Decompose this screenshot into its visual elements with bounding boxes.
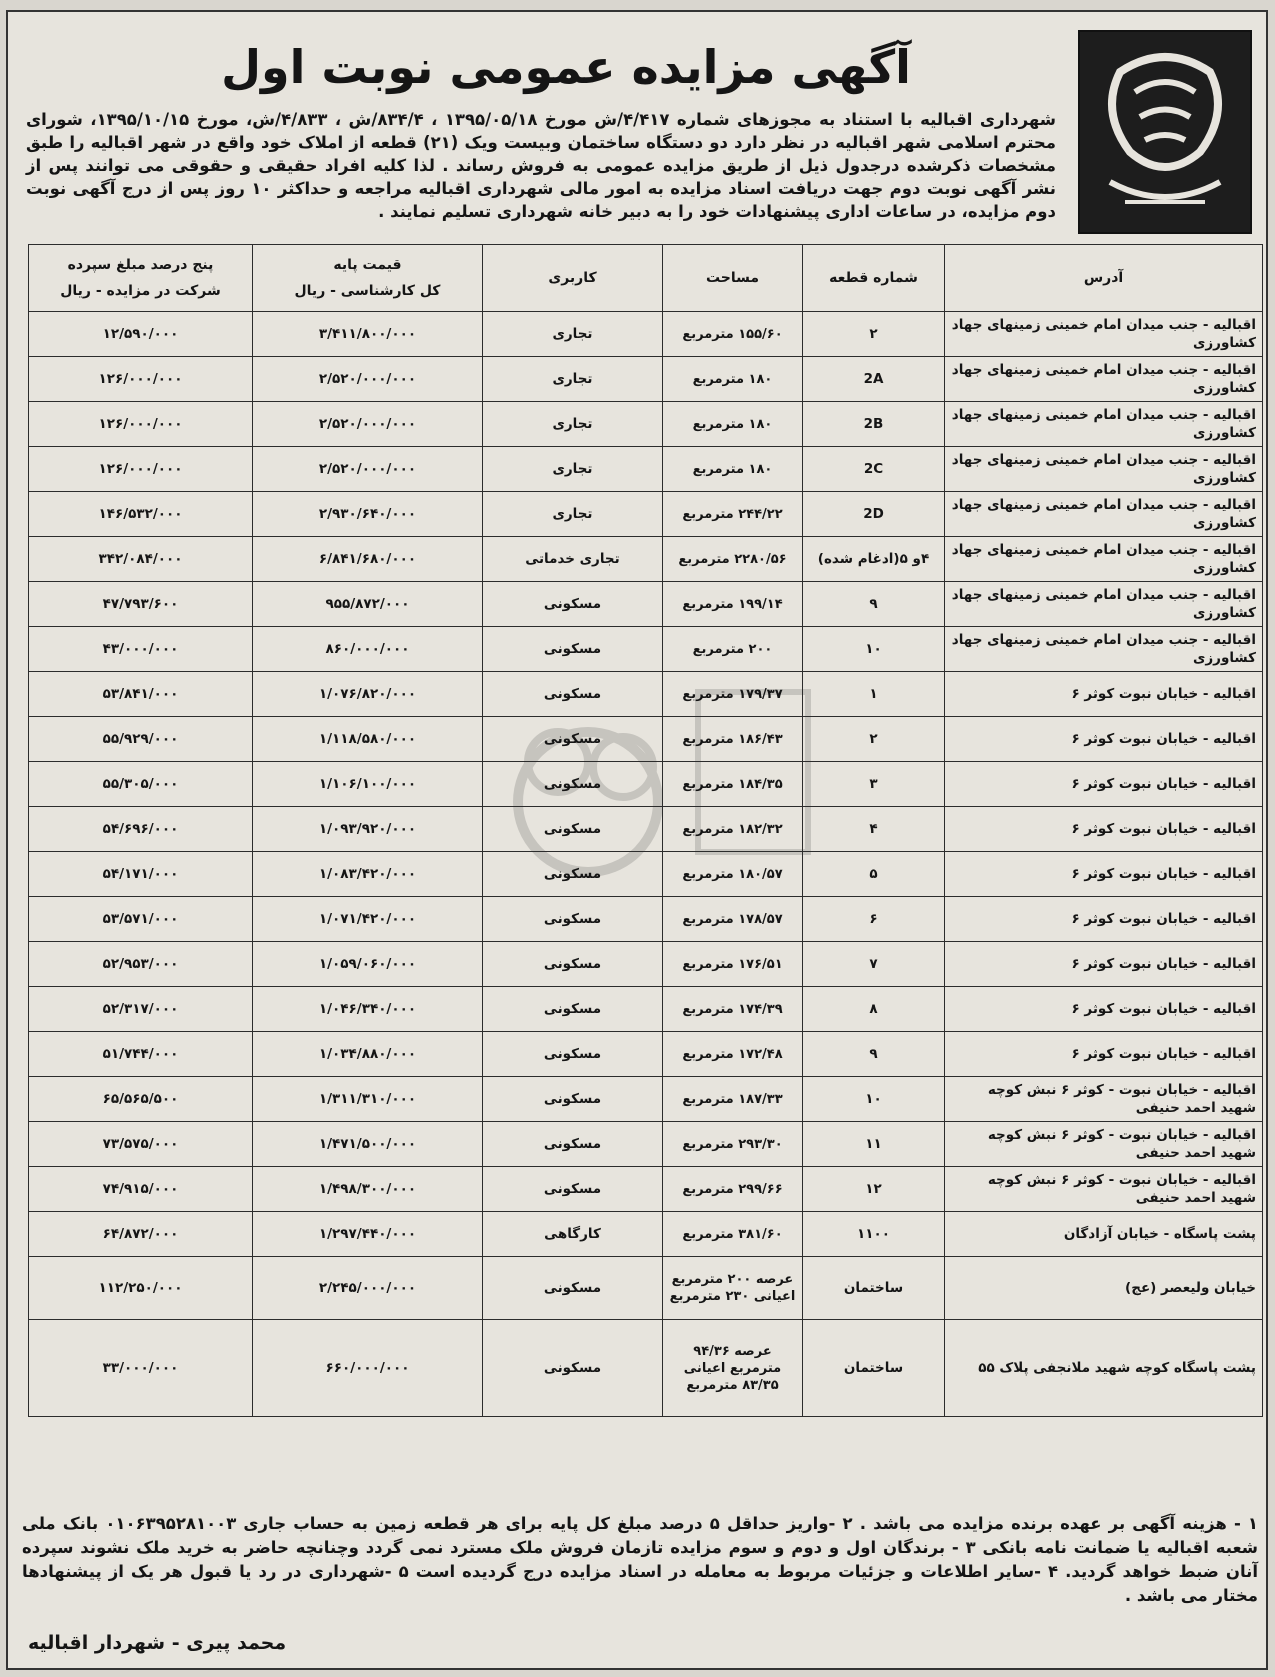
cell-address: اقبالیه - جنب میدان امام خمینی زمینهای جهاد کشاورزی — [945, 537, 1263, 582]
cell-use: کارگاهی — [483, 1212, 663, 1257]
cell-deposit: ۵۳/۸۴۱/۰۰۰ — [29, 672, 253, 717]
cell-address: اقبالیه - خیابان نبوت کوثر ۶ — [945, 762, 1263, 807]
cell-deposit: ۵۱/۷۴۴/۰۰۰ — [29, 1032, 253, 1077]
cell-address: اقبالیه - جنب میدان امام خمینی زمینهای جهاد کشاورزی — [945, 492, 1263, 537]
cell-deposit: ۳۳/۰۰۰/۰۰۰ — [29, 1320, 253, 1417]
cell-area: ۱۸۰ مترمربع — [663, 447, 803, 492]
cell-area: ۲۲۸۰/۵۶ مترمربع — [663, 537, 803, 582]
newspaper-clipping — [6, 10, 1268, 1670]
cell-price: ۱/۱۱۸/۵۸۰/۰۰۰ — [253, 717, 483, 762]
cell-parcel: ۱۰ — [803, 627, 945, 672]
cell-use: مسکونی — [483, 1032, 663, 1077]
cell-use: مسکونی — [483, 897, 663, 942]
table-row — [29, 762, 1263, 807]
cell-area: ۲۰۰ مترمربع — [663, 627, 803, 672]
table-row — [29, 672, 1263, 717]
header-price — [253, 245, 483, 312]
logo-emblem — [1080, 32, 1250, 232]
cell-price: ۲/۲۴۵/۰۰۰/۰۰۰ — [253, 1257, 483, 1320]
cell-parcel: ۷ — [803, 942, 945, 987]
cell-area: ۲۴۴/۲۲ مترمربع — [663, 492, 803, 537]
table-row — [29, 717, 1263, 762]
cell-deposit: ۵۵/۹۲۹/۰۰۰ — [29, 717, 253, 762]
notice-header — [16, 20, 1260, 250]
cell-use: مسکونی — [483, 672, 663, 717]
cell-address: اقبالیه - جنب میدان امام خمینی زمینهای جهاد کشاورزی — [945, 447, 1263, 492]
header-price-line2: کل کارشناسی - ریال — [294, 283, 441, 299]
cell-price: ۱/۰۴۶/۳۴۰/۰۰۰ — [253, 987, 483, 1032]
cell-area: ۱۸۰ مترمربع — [663, 357, 803, 402]
cell-price: ۱/۰۸۳/۴۲۰/۰۰۰ — [253, 852, 483, 897]
cell-price: ۱/۰۷۶/۸۲۰/۰۰۰ — [253, 672, 483, 717]
table-row — [29, 627, 1263, 672]
cell-deposit: ۳۴۲/۰۸۴/۰۰۰ — [29, 537, 253, 582]
table-row — [29, 312, 1263, 357]
table-row — [29, 447, 1263, 492]
cell-deposit: ۶۴/۸۷۲/۰۰۰ — [29, 1212, 253, 1257]
table-row — [29, 1212, 1263, 1257]
cell-use: مسکونی — [483, 1077, 663, 1122]
cell-address: اقبالیه - خیابان نبوت - کوثر ۶ نبش کوچه شهید احمد حنیفی — [945, 1167, 1263, 1212]
cell-price: ۱/۰۹۳/۹۲۰/۰۰۰ — [253, 807, 483, 852]
signature-line: محمد پیری - شهردار اقبالیه — [28, 1632, 287, 1654]
cell-deposit: ۱۲۶/۰۰۰/۰۰۰ — [29, 357, 253, 402]
cell-use: مسکونی — [483, 717, 663, 762]
cell-parcel: ۲ — [803, 717, 945, 762]
cell-address: اقبالیه - خیابان نبوت کوثر ۶ — [945, 942, 1263, 987]
table-body — [29, 312, 1263, 1417]
cell-parcel: ۹ — [803, 582, 945, 627]
cell-parcel: 2A — [803, 357, 945, 402]
cell-parcel: ۱ — [803, 672, 945, 717]
cell-use: مسکونی — [483, 807, 663, 852]
notice-title: آگهی مزایده عمومی نوبت اول — [221, 40, 911, 94]
cell-address: اقبالیه - خیابان نبوت کوثر ۶ — [945, 852, 1263, 897]
cell-use: تجاری — [483, 447, 663, 492]
cell-price: ۱/۰۳۴/۸۸۰/۰۰۰ — [253, 1032, 483, 1077]
cell-address: اقبالیه - خیابان نبوت کوثر ۶ — [945, 897, 1263, 942]
cell-price: ۹۵۵/۸۷۲/۰۰۰ — [253, 582, 483, 627]
cell-parcel: ۴و ۵(ادغام شده) — [803, 537, 945, 582]
cell-address: اقبالیه - جنب میدان امام خمینی زمینهای جهاد کشاورزی — [945, 357, 1263, 402]
cell-address: اقبالیه - خیابان نبوت کوثر ۶ — [945, 987, 1263, 1032]
header-address: آدرس — [945, 245, 1263, 312]
cell-price: ۶۶۰/۰۰۰/۰۰۰ — [253, 1320, 483, 1417]
municipality-logo — [1078, 30, 1252, 234]
cell-parcel: ۶ — [803, 897, 945, 942]
header-price-line1: قیمت پایه — [333, 257, 402, 273]
cell-price: ۱/۰۷۱/۴۲۰/۰۰۰ — [253, 897, 483, 942]
cell-area: ۱۷۹/۳۷ مترمربع — [663, 672, 803, 717]
cell-deposit: ۵۵/۳۰۵/۰۰۰ — [29, 762, 253, 807]
cell-use: مسکونی — [483, 627, 663, 672]
cell-deposit: ۵۴/۱۷۱/۰۰۰ — [29, 852, 253, 897]
cell-parcel: ۸ — [803, 987, 945, 1032]
cell-parcel: ۱۱۰۰ — [803, 1212, 945, 1257]
cell-parcel: 2D — [803, 492, 945, 537]
cell-use: تجاری — [483, 357, 663, 402]
table-row — [29, 537, 1263, 582]
cell-area: ۱۷۶/۵۱ مترمربع — [663, 942, 803, 987]
cell-area: عرصه ۹۴/۳۶ مترمربع اعیانی ۸۳/۳۵ مترمربع — [663, 1320, 803, 1417]
cell-parcel: ۳ — [803, 762, 945, 807]
cell-price: ۶/۸۴۱/۶۸۰/۰۰۰ — [253, 537, 483, 582]
table-row — [29, 1077, 1263, 1122]
cell-parcel: ساختمان — [803, 1320, 945, 1417]
cell-price: ۲/۵۲۰/۰۰۰/۰۰۰ — [253, 402, 483, 447]
cell-parcel: ساختمان — [803, 1257, 945, 1320]
cell-deposit: ۱۲۶/۰۰۰/۰۰۰ — [29, 447, 253, 492]
table-row — [29, 897, 1263, 942]
table-row — [29, 1257, 1263, 1320]
cell-address: اقبالیه - خیابان نبوت - کوثر ۶ نبش کوچه شهید احمد حنیفی — [945, 1077, 1263, 1122]
cell-price: ۲/۵۲۰/۰۰۰/۰۰۰ — [253, 357, 483, 402]
cell-deposit: ۵۲/۹۵۳/۰۰۰ — [29, 942, 253, 987]
table-row — [29, 987, 1263, 1032]
cell-area: ۱۸۴/۳۵ مترمربع — [663, 762, 803, 807]
cell-deposit: ۱۴۶/۵۳۲/۰۰۰ — [29, 492, 253, 537]
cell-area: ۱۷۸/۵۷ مترمربع — [663, 897, 803, 942]
table-header-row — [29, 245, 1263, 312]
cell-area: ۱۸۶/۴۳ مترمربع — [663, 717, 803, 762]
cell-area: ۱۸۰/۵۷ مترمربع — [663, 852, 803, 897]
header-deposit — [29, 245, 253, 312]
cell-use: مسکونی — [483, 1320, 663, 1417]
cell-deposit: ۷۳/۵۷۵/۰۰۰ — [29, 1122, 253, 1167]
header-use: کاربری — [483, 245, 663, 312]
cell-price: ۲/۹۳۰/۶۴۰/۰۰۰ — [253, 492, 483, 537]
table-row — [29, 402, 1263, 447]
table-row — [29, 582, 1263, 627]
table-row — [29, 807, 1263, 852]
cell-area: ۱۷۲/۴۸ مترمربع — [663, 1032, 803, 1077]
cell-parcel: ۱۲ — [803, 1167, 945, 1212]
table-row — [29, 357, 1263, 402]
cell-parcel: 2B — [803, 402, 945, 447]
cell-area: ۳۸۱/۶۰ مترمربع — [663, 1212, 803, 1257]
cell-address: اقبالیه - جنب میدان امام خمینی زمینهای جهاد کشاورزی — [945, 312, 1263, 357]
cell-use: تجاری — [483, 402, 663, 447]
table-row — [29, 942, 1263, 987]
cell-use: مسکونی — [483, 1167, 663, 1212]
header-area: مساحت — [663, 245, 803, 312]
notes-paragraph: ۱ - هزینه آگهی بر عهده برنده مزایده می باشد . ۲ -واریز حداقل ۵ درصد مبلغ کل پایه برای هر قطعه زمین به حساب جاری ۰۱۰۶۳۹۵۲۸۱۰۰۳ بانک ملی شعبه اقبالیه یا ضمانت نامه بانکی ۳ - برندگان اول و دوم و سوم مزایده تازمان فروش ملک مسترد نمی گردد وچنانچه حاضر به خرید ملک نشوند سپرده آنان ضبط خواهد گردید. ۴ -سایر اطلاعات و جزئیات مربوط به معامله در اسناد مزایده درج گردیده است ۵ -شهرداری در رد یا قبول هر یک از پیشنهادها مختار می باشد . — [22, 1514, 1259, 1605]
cell-address: اقبالیه - خیابان نبوت - کوثر ۶ نبش کوچه شهید احمد حنیفی — [945, 1122, 1263, 1167]
cell-parcel: ۴ — [803, 807, 945, 852]
cell-price: ۱/۴۹۸/۳۰۰/۰۰۰ — [253, 1167, 483, 1212]
cell-address: پشت پاسگاه - خیابان آزادگان — [945, 1212, 1263, 1257]
cell-use: مسکونی — [483, 762, 663, 807]
cell-area: ۱۸۰ مترمربع — [663, 402, 803, 447]
cell-area: ۲۹۳/۳۰ مترمربع — [663, 1122, 803, 1167]
table-row — [29, 1122, 1263, 1167]
cell-deposit: ۱۱۲/۲۵۰/۰۰۰ — [29, 1257, 253, 1320]
cell-price: ۱/۱۰۶/۱۰۰/۰۰۰ — [253, 762, 483, 807]
cell-address: پشت پاسگاه کوچه شهید ملانجفی پلاک ۵۵ — [945, 1320, 1263, 1417]
cell-use: مسکونی — [483, 582, 663, 627]
cell-parcel: ۲ — [803, 312, 945, 357]
cell-address: اقبالیه - خیابان نبوت کوثر ۶ — [945, 1032, 1263, 1077]
cell-deposit: ۷۴/۹۱۵/۰۰۰ — [29, 1167, 253, 1212]
cell-use: تجاری — [483, 312, 663, 357]
table-row — [29, 852, 1263, 897]
cell-parcel: ۹ — [803, 1032, 945, 1077]
cell-deposit: ۴۷/۷۹۳/۶۰۰ — [29, 582, 253, 627]
cell-address: اقبالیه - جنب میدان امام خمینی زمینهای جهاد کشاورزی — [945, 582, 1263, 627]
cell-area: ۱۸۷/۳۳ مترمربع — [663, 1077, 803, 1122]
cell-use: تجاری — [483, 492, 663, 537]
cell-address: اقبالیه - خیابان نبوت کوثر ۶ — [945, 717, 1263, 762]
cell-parcel: 2C — [803, 447, 945, 492]
cell-area: عرصه ۲۰۰ مترمربع اعیانی ۲۳۰ مترمربع — [663, 1257, 803, 1320]
cell-address: خیابان ولیعصر (عج) — [945, 1257, 1263, 1320]
cell-price: ۱/۴۷۱/۵۰۰/۰۰۰ — [253, 1122, 483, 1167]
cell-price: ۸۶۰/۰۰۰/۰۰۰ — [253, 627, 483, 672]
cell-use: مسکونی — [483, 987, 663, 1032]
cell-use: مسکونی — [483, 1257, 663, 1320]
auction-table — [28, 244, 1263, 1417]
table-row — [29, 492, 1263, 537]
cell-use: تجاری خدماتی — [483, 537, 663, 582]
cell-price: ۱/۰۵۹/۰۶۰/۰۰۰ — [253, 942, 483, 987]
header-deposit-line2: شرکت در مزایده - ریال — [60, 283, 221, 299]
cell-deposit: ۱۲/۵۹۰/۰۰۰ — [29, 312, 253, 357]
cell-area: ۱۷۴/۳۹ مترمربع — [663, 987, 803, 1032]
cell-deposit: ۱۲۶/۰۰۰/۰۰۰ — [29, 402, 253, 447]
cell-price: ۲/۵۲۰/۰۰۰/۰۰۰ — [253, 447, 483, 492]
cell-address: اقبالیه - جنب میدان امام خمینی زمینهای جهاد کشاورزی — [945, 402, 1263, 447]
intro-paragraph: شهرداری اقبالیه با استناد به مجوزهای شماره ۴/۴۱۷/ش مورخ ۱۳۹۵/۰۵/۱۸ ، ۸۳۴/۴/ش ، ۴/۸۳۳/ش، مورخ ۱۳۹۵/۱۰/۱۵، شورای محترم اسلامی شهر اقبالیه در نظر دارد دو دستگاه ساختمان وبیست ویک (۲۱) قطعه از املاک خود واقع در شهر اقبالیه را طبق مشخصات ذکرشده درجدول ذیل از طریق مزایده عمومی به فروش رساند . لذا کلیه افراد حقیقی و حقوقی می توانند پس از نشر آگهی نوبت دوم جهت دریافت اسناد مزایده به امور مالی شهرداری اقبالیه مراجعه و حداکثر ۱۰ روز پس از درج آگهی نوبت دوم مزایده، در ساعات اداری پیشنهادات خود را به دبیر خانه شهرداری تسلیم نمایند . — [26, 110, 1057, 221]
cell-use: مسکونی — [483, 942, 663, 987]
cell-parcel: ۱۰ — [803, 1077, 945, 1122]
cell-address: اقبالیه - خیابان نبوت کوثر ۶ — [945, 672, 1263, 717]
cell-parcel: ۱۱ — [803, 1122, 945, 1167]
cell-price: ۱/۳۱۱/۳۱۰/۰۰۰ — [253, 1077, 483, 1122]
cell-deposit: ۴۳/۰۰۰/۰۰۰ — [29, 627, 253, 672]
table-row — [29, 1032, 1263, 1077]
cell-area: ۱۹۹/۱۴ مترمربع — [663, 582, 803, 627]
header-parcel: شماره قطعه — [803, 245, 945, 312]
cell-address: اقبالیه - جنب میدان امام خمینی زمینهای جهاد کشاورزی — [945, 627, 1263, 672]
cell-price: ۱/۲۹۷/۴۴۰/۰۰۰ — [253, 1212, 483, 1257]
cell-price: ۳/۴۱۱/۸۰۰/۰۰۰ — [253, 312, 483, 357]
table-row — [29, 1320, 1263, 1417]
header-deposit-line1: پنج درصد مبلغ سپرده — [67, 257, 214, 273]
cell-deposit: ۵۳/۵۷۱/۰۰۰ — [29, 897, 253, 942]
table-row — [29, 1167, 1263, 1212]
cell-area: ۱۵۵/۶۰ مترمربع — [663, 312, 803, 357]
cell-address: اقبالیه - خیابان نبوت کوثر ۶ — [945, 807, 1263, 852]
cell-area: ۱۸۲/۳۲ مترمربع — [663, 807, 803, 852]
cell-use: مسکونی — [483, 852, 663, 897]
cell-deposit: ۵۲/۳۱۷/۰۰۰ — [29, 987, 253, 1032]
cell-deposit: ۶۵/۵۶۵/۵۰۰ — [29, 1077, 253, 1122]
cell-parcel: ۵ — [803, 852, 945, 897]
cell-deposit: ۵۴/۶۹۶/۰۰۰ — [29, 807, 253, 852]
cell-area: ۲۹۹/۶۶ مترمربع — [663, 1167, 803, 1212]
cell-use: مسکونی — [483, 1122, 663, 1167]
